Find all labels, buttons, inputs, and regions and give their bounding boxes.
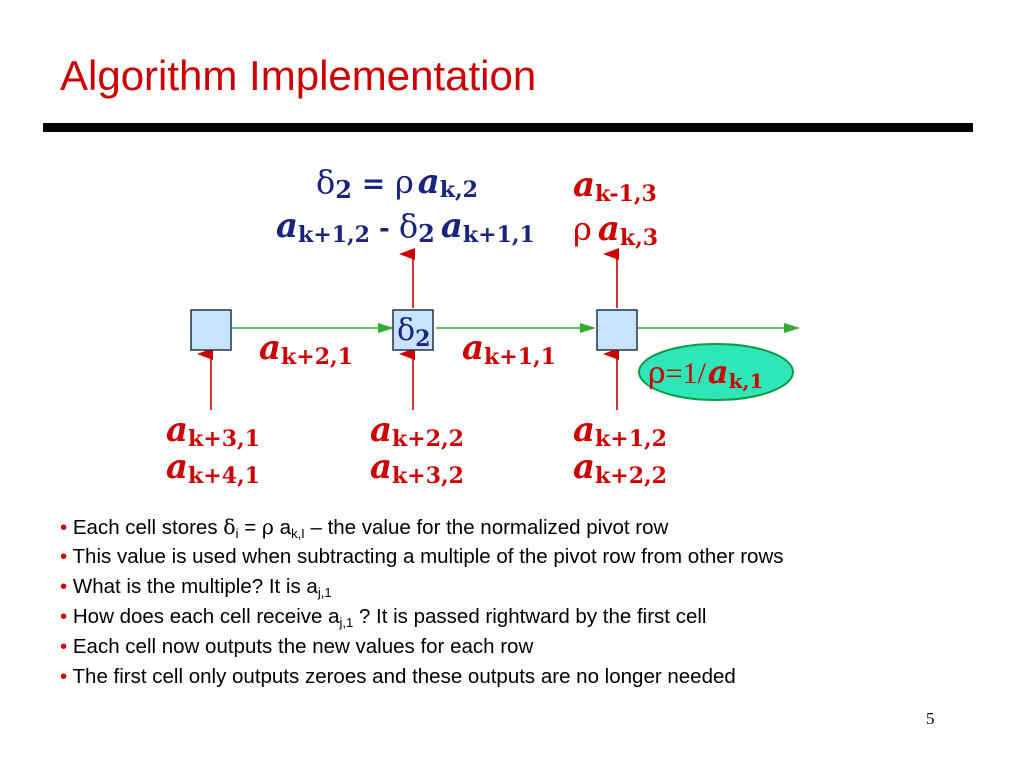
cell-1 — [191, 310, 231, 350]
bottom-label-cell-1-row-1: ak+3,1 — [166, 410, 260, 452]
bullet-3: • What is the multiple? It is $a_{j,1}$ — [60, 575, 332, 600]
cell-2-label: $\delta_2$ — [397, 313, 431, 352]
pivot-ellipse-label: ρ=1/ak,1 — [648, 353, 764, 393]
bullet-2: • This value is used when subtracting a multiple of the pivot row from other rows — [60, 545, 784, 568]
page-number: 5 — [926, 709, 935, 728]
mid-label-2-3: ak+1,1 — [462, 328, 556, 370]
bottom-label-cell-2-row-1: ak+2,2 — [370, 410, 464, 452]
bottom-label-cell-1-row-2: ak+4,1 — [166, 447, 260, 489]
bullet-list — [60, 512, 784, 692]
cell-2-top-label-2: ak+1,2 - δ2 ak+1,1 — [276, 206, 535, 248]
bullet-6: • The first cell only outputs zeroes and these outputs are no longer needed — [60, 665, 736, 688]
bottom-label-cell-3-row-2: ak+2,2 — [573, 447, 667, 489]
slide-title: Algorithm Implementation — [60, 52, 537, 99]
bottom-label-cell-2-row-2: ak+3,2 — [370, 447, 464, 489]
bullet-4: • How does each cell receive $a_{j,1}$ ? It is passed rightward by the first cell — [60, 605, 707, 630]
cell-3-top-label-1: ak-1,3 — [573, 165, 657, 207]
bullet-5: • Each cell now outputs the new values for each row — [60, 635, 534, 658]
bullet-1: • Each cell stores $\delta_i = \rho$ $a_{k,I}$ – the value for the normalized pivot row — [60, 515, 669, 541]
mid-label-1-2: ak+2,1 — [259, 328, 353, 370]
cell-2-top-label-1: δ2 = ρ ak,2 — [316, 162, 478, 204]
bottom-label-cell-3-row-1: ak+1,2 — [573, 410, 667, 452]
cell-3-top-label-2: ρ ak,3 — [573, 209, 659, 251]
cell-3 — [597, 310, 637, 350]
